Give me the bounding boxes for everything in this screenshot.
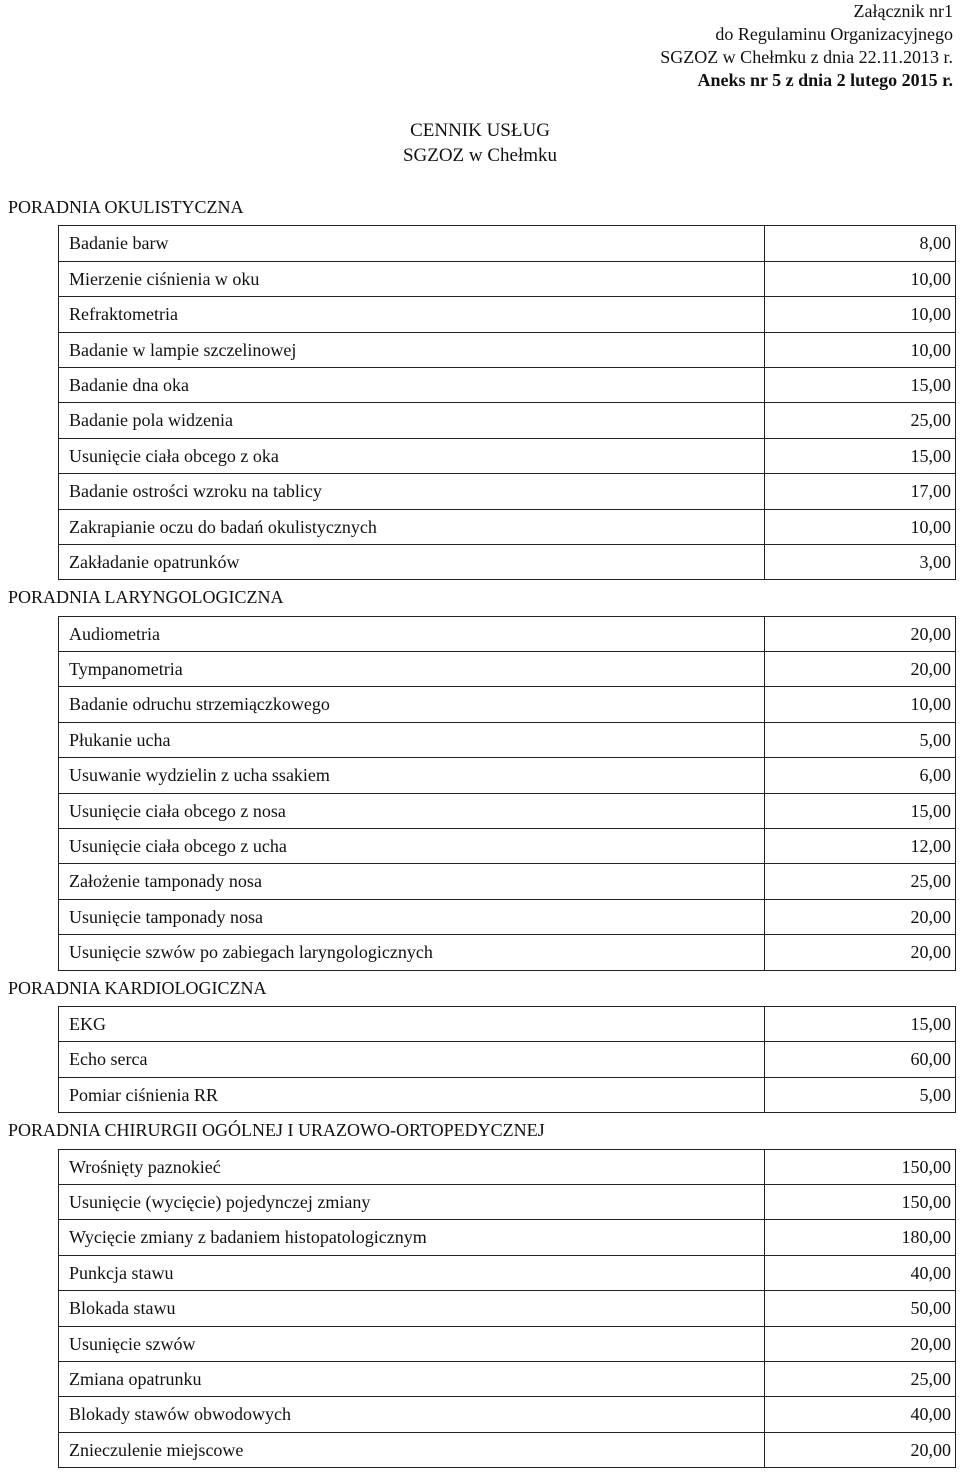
service-name: Usunięcie (wycięcie) pojedynczej zmiany xyxy=(59,1185,765,1219)
service-name: Znieczulenie miejscowe xyxy=(59,1433,765,1467)
service-price: 150,00 xyxy=(765,1185,956,1219)
service-name: Audiometria xyxy=(59,617,765,651)
service-name: Wycięcie zmiany z badaniem histopatologicznym xyxy=(59,1220,765,1254)
price-table xyxy=(58,1149,956,1469)
table-row xyxy=(59,1150,956,1185)
header-date-line: SGZOZ w Chełmku z dnia 22.11.2013 r. xyxy=(660,47,953,67)
service-name: Usunięcie ciała obcego z nosa xyxy=(59,794,765,828)
service-price: 6,00 xyxy=(765,758,956,792)
service-name: Usunięcie szwów xyxy=(59,1327,765,1361)
section-title: PORADNIA OKULISTYCZNA xyxy=(8,197,244,217)
service-price: 40,00 xyxy=(765,1397,956,1431)
table-row xyxy=(59,652,956,687)
service-name: Wrośnięty paznokieć xyxy=(59,1150,765,1184)
table-row xyxy=(59,829,956,864)
service-name: Badanie barw xyxy=(59,226,765,260)
table-row xyxy=(59,1185,956,1220)
service-price: 17,00 xyxy=(765,474,956,508)
service-name: Echo serca xyxy=(59,1042,765,1076)
table-row xyxy=(59,1042,956,1077)
service-name: Pomiar ciśnienia RR xyxy=(59,1078,765,1112)
table-row xyxy=(59,474,956,509)
table-row xyxy=(59,864,956,899)
service-name: Zakrapianie oczu do badań okulistycznych xyxy=(59,510,765,544)
service-price: 15,00 xyxy=(765,794,956,828)
service-name: Usunięcie ciała obcego z oka xyxy=(59,439,765,473)
table-row xyxy=(59,403,956,438)
table-row xyxy=(59,687,956,722)
section-title: PORADNIA KARDIOLOGICZNA xyxy=(8,977,267,998)
service-price: 20,00 xyxy=(765,935,956,969)
service-name: Tympanometria xyxy=(59,652,765,686)
service-price: 25,00 xyxy=(765,864,956,898)
service-price: 25,00 xyxy=(765,403,956,437)
price-list xyxy=(0,190,960,1468)
service-price: 10,00 xyxy=(765,333,956,367)
price-table xyxy=(58,616,956,971)
header-annex-line: Aneks nr 5 z dnia 2 lutego 2015 r. xyxy=(697,70,953,90)
service-name: Blokada stawu xyxy=(59,1291,765,1325)
service-price: 12,00 xyxy=(765,829,956,863)
table-row xyxy=(59,226,956,261)
table-row xyxy=(59,1362,956,1397)
service-name: Badanie ostrości wzroku na tablicy xyxy=(59,474,765,508)
service-price: 20,00 xyxy=(765,900,956,934)
table-row xyxy=(59,900,956,935)
table-row xyxy=(59,510,956,545)
table-row xyxy=(59,1078,956,1113)
service-price: 10,00 xyxy=(765,687,956,721)
service-price: 60,00 xyxy=(765,1042,956,1076)
document-header xyxy=(660,0,953,92)
service-price: 8,00 xyxy=(765,226,956,260)
service-price: 40,00 xyxy=(765,1256,956,1290)
table-row xyxy=(59,1397,956,1432)
service-price: 20,00 xyxy=(765,617,956,651)
table-row xyxy=(59,333,956,368)
service-name: Refraktometria xyxy=(59,297,765,331)
service-name: Zmiana opatrunku xyxy=(59,1362,765,1396)
service-name: Blokady stawów obwodowych xyxy=(59,1397,765,1431)
service-price: 180,00 xyxy=(765,1220,956,1254)
table-row xyxy=(59,1220,956,1255)
service-name: Usunięcie tamponady nosa xyxy=(59,900,765,934)
service-name: Badanie pola widzenia xyxy=(59,403,765,437)
service-name: Badanie odruchu strzemiączkowego xyxy=(59,687,765,721)
table-row xyxy=(59,1291,956,1326)
table-row xyxy=(59,723,956,758)
table-row xyxy=(59,617,956,652)
header-attachment-line: Załącznik nr1 xyxy=(853,1,953,21)
table-row xyxy=(59,1433,956,1468)
title-line-1: CENNIK USŁUG xyxy=(410,120,550,141)
service-name: Założenie tamponady nosa xyxy=(59,864,765,898)
service-name: Mierzenie ciśnienia w oku xyxy=(59,262,765,296)
section-title: PORADNIA CHIRURGII OGÓLNEJ I URAZOWO-ORTOPEDYCZNEJ xyxy=(8,1120,545,1141)
service-price: 10,00 xyxy=(765,297,956,331)
table-row xyxy=(59,439,956,474)
table-row xyxy=(59,1327,956,1362)
table-row xyxy=(59,935,956,970)
service-price: 10,00 xyxy=(765,510,956,544)
service-price: 15,00 xyxy=(765,439,956,473)
price-table xyxy=(58,1006,956,1113)
table-row xyxy=(59,262,956,297)
service-name: Punkcja stawu xyxy=(59,1256,765,1290)
table-row xyxy=(59,1256,956,1291)
section-title: PORADNIA LARYNGOLOGICZNA xyxy=(8,587,284,608)
service-price: 50,00 xyxy=(765,1291,956,1325)
service-name: Badanie w lampie szczelinowej xyxy=(59,333,765,367)
service-price: 20,00 xyxy=(765,1433,956,1467)
title-line-2: SGZOZ w Chełmku xyxy=(402,145,558,166)
table-row xyxy=(59,545,956,580)
service-price: 5,00 xyxy=(765,723,956,757)
service-price: 10,00 xyxy=(765,262,956,296)
service-name: Usunięcie ciała obcego z ucha xyxy=(59,829,765,863)
table-row xyxy=(59,794,956,829)
service-price: 15,00 xyxy=(765,1007,956,1041)
service-name: Usuwanie wydzielin z ucha ssakiem xyxy=(59,758,765,792)
table-row xyxy=(59,297,956,332)
service-price: 150,00 xyxy=(765,1150,956,1184)
table-row xyxy=(59,1007,956,1042)
service-name: Usunięcie szwów po zabiegach laryngologicznych xyxy=(59,935,765,969)
service-name: Badanie dna oka xyxy=(59,368,765,402)
table-row xyxy=(59,758,956,793)
service-name: Płukanie ucha xyxy=(59,723,765,757)
price-table xyxy=(58,225,956,580)
service-name: Zakładanie opatrunków xyxy=(59,545,765,579)
table-row xyxy=(59,368,956,403)
service-name: EKG xyxy=(59,1007,765,1041)
service-price: 15,00 xyxy=(765,368,956,402)
service-price: 20,00 xyxy=(765,1327,956,1361)
header-regulation-line: do Regulaminu Organizacyjnego xyxy=(715,24,953,44)
service-price: 5,00 xyxy=(765,1078,956,1112)
service-price: 20,00 xyxy=(765,652,956,686)
service-price: 3,00 xyxy=(765,545,956,579)
service-price: 25,00 xyxy=(765,1362,956,1396)
page-title xyxy=(0,118,960,168)
